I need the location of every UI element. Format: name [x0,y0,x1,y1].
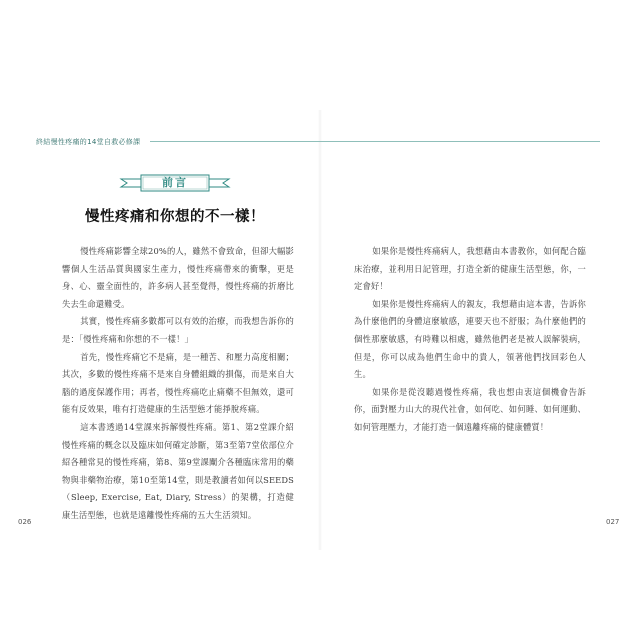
paragraph: 其實，慢性疼痛多數都可以有效的治療，而我想告訴你的是：「慢性疼痛和你想的不一樣！」 [62,316,294,344]
paragraph: 首先，慢性疼痛它不是痛，是一種苦、和壓力高度相關；其次，多數的慢性疼痛不是來自身體組織的損傷，而是來自大腦的過度保護作用；再者，慢性疼痛吃止痛藥不但無效，還可能有反效果，唯有打造健康的生活型態才能掙脫疼痛。 [62,351,294,415]
page-gutter-shadow [318,110,322,550]
paragraph: 這本書透過14堂課來拆解慢性疼痛。第1、第2堂課介紹慢性疼痛的概念以及臨床如何確定診斷，第3至第7堂依部位介紹各種常見的慢性疼痛，第8、第9堂課闡介各種臨床常用的藥物與非藥物治療，第10至第14堂，則是教讀者如何以SEEDS（Sleep, Exercise, Eat, Diary, Stress）的架構，打造健康生活型態，也就是遠離慢性疼痛的五大生活須知。 [62,421,294,520]
paragraph: 如果你是從沒聽過慢性疼痛，我也想由衷這個機會告訴你，面對壓力山大的現代社會，如何吃、如何睡、如何運動、如何管理壓力，才能打造一個遠離疼痛的健康體質！ [354,386,586,432]
section-banner [119,173,231,193]
paragraph: 慢性疼痛影響全球20%的人，雖然不會致命，但卻大幅影響個人生活品質與國家生產力，慢性疼痛帶來的衝擊，更是身、心、靈全面性的，許多病人甚至覺得，慢性疼痛的折磨比失去生命還難受。 [62,246,294,309]
header-rule [150,141,600,142]
running-head: 終結慢性疼痛的14堂自救必修課 [36,138,141,146]
paragraph: 如果你是慢性疼痛病人的親友，我想藉由這本書，告訴你為什麼他們的身體這麼敏感，連要天也不舒服；為什麼他們的個性那麼敏感，有時難以相處，雖然他們老是被人誤解裝病，但是，你可以成為他們生命中的貴人，領著他們找回彩色人生。 [354,298,586,380]
section-label: 前言 [162,176,188,189]
page-number-right: 027 [606,518,620,526]
paragraph: 如果你是慢性疼痛病人，我想藉由本書教你，如何配合臨床治療，並利用日記管理，打造全新的健康生活型態，你，一定會好！ [354,246,586,292]
page-number-left: 026 [18,518,32,526]
right-page-body [354,243,586,437]
left-page-body [62,243,294,525]
chapter-title: 慢性疼痛和你想的不一樣！ [85,209,265,225]
